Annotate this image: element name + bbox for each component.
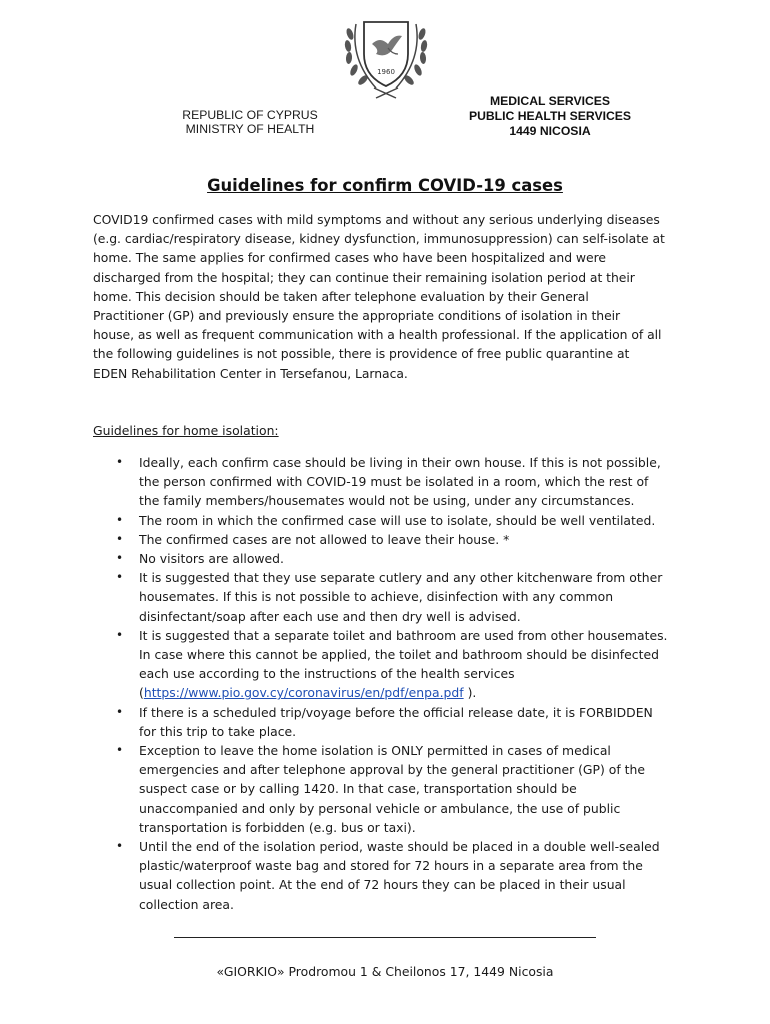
list-item (93, 530, 693, 549)
header-medical-services: MEDICAL SERVICES (489, 94, 611, 108)
list-item (93, 549, 693, 568)
enpa-pdf-link[interactable]: https://www.pio.gov.cy/coronavirus/en/pdf/enpa.pdf (143, 685, 464, 701)
link-close-paren: ). (463, 685, 477, 701)
guidelines-list (93, 453, 693, 914)
footer-divider (174, 937, 596, 938)
footer-address: «GIORKIO» Prodromou 1 & Cheilonos 17, 1449 Nicosia (216, 964, 554, 979)
header-ministry: MINISTRY OF HEALTH (185, 122, 315, 136)
list-item (93, 626, 693, 703)
list-item (93, 511, 693, 530)
header-public-health: PUBLIC HEALTH SERVICES (468, 109, 632, 123)
bullet-icon: • (116, 512, 124, 527)
bullet-icon: • (116, 531, 124, 546)
bullet-icon: • (116, 627, 124, 642)
services-header (440, 94, 660, 139)
list-item-line: It is suggested that they use separate cutlery and any other kitchenware from other (139, 570, 663, 586)
cyprus-coat-of-arms-icon (336, 14, 436, 104)
home-isolation-subheading: Guidelines for home isolation: (93, 423, 279, 438)
list-item-line: the family members/housemates would not be using, under any circumstances. (139, 493, 635, 509)
intro-line: home. The same applies for confirmed cases who have been hospitalized and were (93, 250, 606, 266)
list-item-line: housemates. If this is not possible to achieve, disinfection with any common (139, 589, 614, 605)
list-item-line: suspect case or by calling 1420. In that case, transportation should be (139, 781, 577, 797)
list-item-line: If there is a scheduled trip/voyage before the official release date, it is FORBIDDEN (139, 704, 653, 720)
list-item (93, 453, 693, 511)
list-item (93, 703, 693, 741)
intro-line: (e.g. cardiac/respiratory disease, kidney dysfunction, immunosuppression) can self-isolate at (93, 231, 665, 247)
document-title: Guidelines for confirm COVID-19 cases (207, 176, 563, 195)
intro-paragraph (93, 210, 683, 383)
intro-line: Practitioner (GP) and previously ensure the appropriate conditions of isolation in their (93, 308, 621, 324)
bullet-icon: • (116, 704, 124, 719)
intro-line: house, as well as frequent communication with a health professional. If the application of all (93, 327, 662, 343)
list-item-line: each use according to the instructions of the health services (139, 666, 515, 682)
intro-line: discharged from the hospital; they can continue their remaining isolation period at their (93, 269, 635, 285)
bullet-icon: • (116, 455, 124, 469)
list-item-line: The room in which the confirmed case will use to isolate, should be well ventilated. (139, 512, 656, 528)
bullet-icon: • (116, 551, 124, 566)
list-item-line: transportation is forbidden (e.g. bus or taxi). (139, 819, 416, 835)
list-item-line: In case where this cannot be applied, the toilet and bathroom should be disinfected (139, 647, 659, 663)
list-item-line: collection area. (139, 896, 234, 912)
list-item-line: Ideally, each confirm case should be living in their own house. If this is not possible, (139, 455, 661, 470)
list-item-line: for this trip to take place. (139, 723, 297, 739)
list-item-line: usual collection point. At the end of 72 hours they can be placed in their usual (139, 877, 626, 893)
list-item-line: unaccompanied and only by personal vehicle or ambulance, the use of public (139, 800, 621, 816)
intro-line: EDEN Rehabilitation Center in Tersefanou, Larnaca. (93, 365, 408, 381)
link-open-paren: ( (139, 685, 144, 701)
list-item-line: plastic/waterproof waste bag and stored for 72 hours in a separate area from the (139, 858, 643, 874)
ministry-header (160, 108, 340, 136)
list-item-line: disinfectant/soap after each use and then dry well is advised. (139, 608, 521, 624)
list-item-line: It is suggested that a separate toilet and bathroom are used from other housemates. (139, 627, 668, 643)
bullet-icon: • (116, 743, 124, 758)
header-nicosia: 1449 NICOSIA (509, 124, 591, 138)
list-item (93, 741, 693, 837)
list-item (93, 568, 693, 626)
intro-line: home. This decision should be taken after telephone evaluation by their General (93, 288, 589, 304)
header-republic: REPUBLIC OF CYPRUS (182, 108, 318, 122)
list-item-line: the person confirmed with COVID-19 must be isolated in a room, which the rest of (139, 474, 649, 490)
list-item-line: Exception to leave the home isolation is ONLY permitted in cases of medical (139, 743, 611, 759)
emblem-year: 1960 (377, 68, 395, 76)
list-item (93, 837, 693, 914)
list-item-line: The confirmed cases are not allowed to leave their house. * (139, 531, 510, 547)
list-item-line: No visitors are allowed. (139, 551, 284, 567)
intro-line: COVID19 confirmed cases with mild symptoms and without any serious underlying diseases (93, 212, 660, 227)
bullet-icon: • (116, 839, 124, 854)
list-item-line (139, 683, 693, 702)
intro-line: the following guidelines is not possible, there is providence of free public quarantine at (93, 346, 630, 362)
list-item-line: emergencies and after telephone approval by the general practitioner (GP) of the (139, 762, 645, 778)
list-item-line: Until the end of the isolation period, waste should be placed in a double well-sealed (139, 839, 660, 855)
bullet-icon: • (116, 570, 124, 585)
